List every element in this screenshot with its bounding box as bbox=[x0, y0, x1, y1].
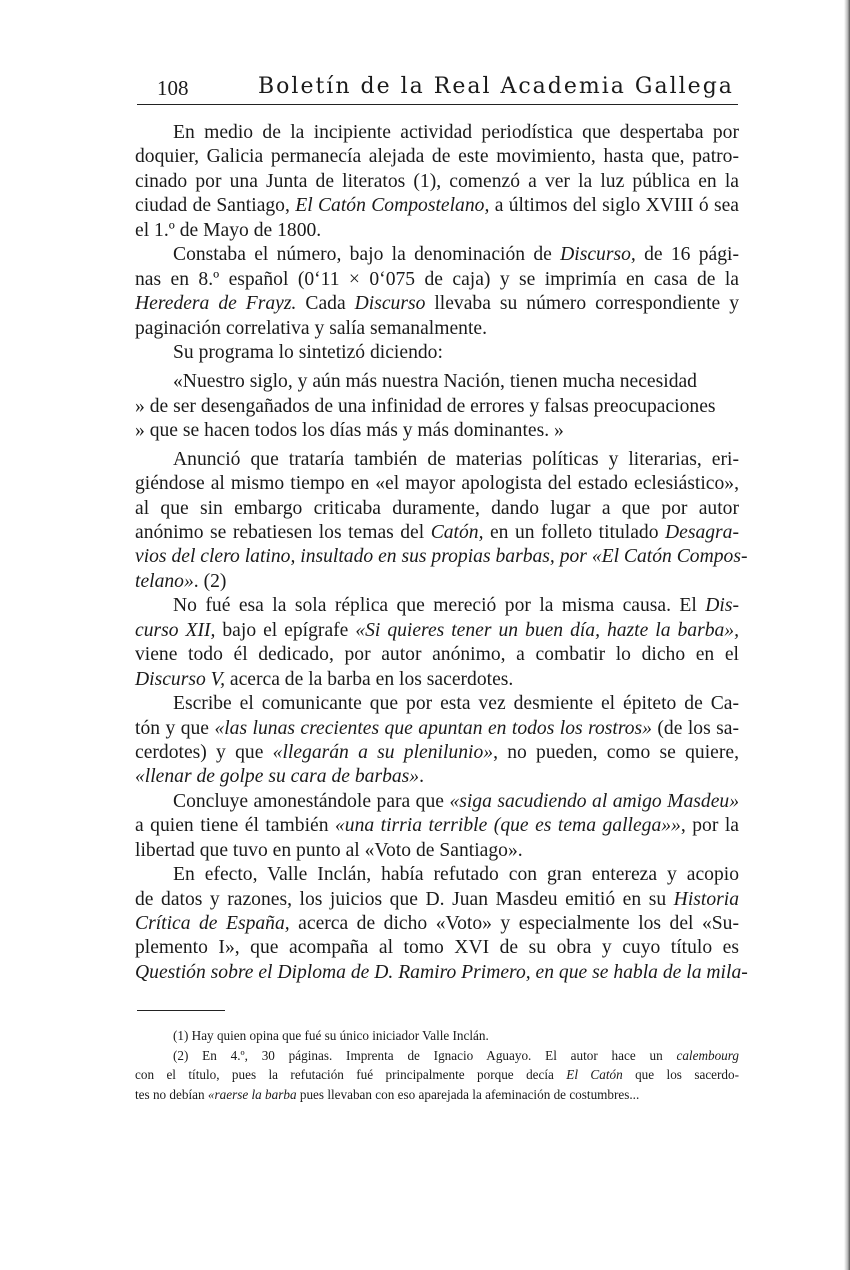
text-line bbox=[135, 219, 739, 243]
text-line bbox=[135, 545, 748, 569]
text: paginación correlativa y salía semanalmente. bbox=[135, 317, 487, 339]
text: » de ser desengañados de una infinidad de errores y falsas preocupaciones bbox=[135, 395, 716, 417]
text-line bbox=[135, 521, 739, 545]
text: En medio de la incipiente actividad periodística que despertaba por bbox=[173, 122, 739, 143]
text-line bbox=[135, 570, 739, 594]
paragraph bbox=[135, 370, 739, 443]
text-line bbox=[135, 912, 739, 936]
text: giéndose al mismo tiempo en «el mayor apologista del estado eclesiástico», bbox=[135, 473, 739, 495]
italic-text: «Si quieres tener un buen día, hazte la barba», bbox=[355, 619, 739, 641]
text-line bbox=[135, 121, 739, 145]
text: Concluye amonestándole para que bbox=[173, 790, 450, 812]
paragraph bbox=[135, 243, 739, 341]
italic-text: «las lunas crecientes que apuntan en todos los rostros» bbox=[214, 717, 652, 739]
text: pues llevaban con eso aparejada la afeminación de costumbres... bbox=[296, 1086, 640, 1102]
italic-text: «raerse la barba bbox=[207, 1086, 297, 1102]
text-line bbox=[135, 692, 739, 716]
text-line bbox=[135, 472, 739, 496]
paragraph bbox=[135, 341, 739, 365]
paragraph bbox=[135, 692, 739, 790]
text-line bbox=[135, 839, 739, 863]
text: con el título, pues la refutación fué principalmente porque decía bbox=[135, 1067, 567, 1082]
italic-text: Discurso, bbox=[560, 244, 636, 266]
italic-text: Heredera de Frayz. bbox=[135, 293, 297, 315]
text: llevaba su número correspondiente y bbox=[425, 293, 739, 315]
text: Anunció que trataría también de materias políticas y literarias, eri- bbox=[173, 448, 739, 470]
text: a quien tiene él también bbox=[135, 815, 335, 837]
journal-title: Boletín de la Real Academia Gallega bbox=[258, 74, 734, 99]
text: No fué esa la sola réplica que mereció por la misma causa. El bbox=[173, 595, 706, 617]
text-line bbox=[135, 370, 739, 394]
paragraph bbox=[135, 594, 739, 692]
text: ciudad de Santiago, bbox=[135, 195, 296, 217]
text-line bbox=[135, 268, 739, 292]
text-line bbox=[135, 790, 739, 814]
italic-text: Questión sobre el Diploma de D. Ramiro Primero, en que se habla de la mila- bbox=[135, 961, 748, 983]
body-text bbox=[135, 121, 748, 985]
italic-text: Discurso bbox=[354, 293, 426, 315]
italic-text: vios del clero latino, insultado en sus propias barbas, por «El Catón Compos- bbox=[135, 546, 748, 568]
text-line bbox=[135, 619, 739, 643]
paragraph bbox=[135, 448, 748, 595]
text-line bbox=[135, 317, 739, 341]
text: Constaba el número, bajo la denominación de bbox=[173, 244, 561, 266]
text: Escribe el comunicante que por esta vez desmiente el épiteto de Ca- bbox=[173, 693, 739, 715]
scan-edge bbox=[844, 0, 850, 1270]
italic-text: «siga sacudiendo al amigo Masdeu» bbox=[449, 790, 740, 812]
italic-text: Dis- bbox=[705, 595, 739, 617]
text-line bbox=[135, 448, 739, 472]
text-line bbox=[135, 497, 739, 521]
text: en un folleto titulado bbox=[483, 522, 665, 543]
text: al que sin embargo criticaba duramente, dando lugar a que por autor bbox=[135, 497, 739, 519]
italic-text: Catón, bbox=[430, 522, 484, 543]
text-line bbox=[135, 419, 739, 443]
text-line bbox=[135, 170, 739, 194]
text-line bbox=[135, 594, 739, 618]
text: tón y que bbox=[135, 717, 215, 739]
text: anónimo se rebatiesen los temas del bbox=[135, 522, 431, 543]
italic-text: El Catón bbox=[566, 1067, 623, 1082]
text-line bbox=[135, 243, 739, 267]
text-line bbox=[135, 863, 739, 887]
text-line bbox=[135, 1065, 739, 1085]
paragraph bbox=[135, 790, 739, 863]
text: que los sacerdo- bbox=[622, 1067, 739, 1082]
text: . bbox=[419, 766, 424, 788]
text: libertad que tuvo en punto al «Voto de Santiago». bbox=[135, 839, 523, 861]
text-line bbox=[135, 395, 739, 419]
text: a últimos del siglo XVIII ó sea bbox=[489, 195, 739, 217]
text-line bbox=[135, 145, 739, 169]
text: tes no debían bbox=[135, 1086, 208, 1102]
text: bajo el epígrafe bbox=[215, 619, 356, 641]
text: «Nuestro siglo, y aún más nuestra Nación, tienen mucha necesidad bbox=[173, 371, 697, 393]
text: . (2) bbox=[193, 570, 227, 592]
text: acerca de dicho «Voto» y especialmente los del «Su- bbox=[289, 913, 739, 934]
text-line bbox=[135, 341, 739, 365]
italic-text: Crítica de España, bbox=[135, 913, 290, 934]
italic-text: calembourg bbox=[676, 1047, 739, 1063]
italic-text: El Catón Compostelano, bbox=[295, 195, 490, 217]
text: cinado por una Junta de literatos (1), comenzó a ver la luz pública en la bbox=[135, 170, 739, 192]
text: de datos y razones, los juicios que D. Juan Masdeu emitió en su bbox=[135, 888, 674, 910]
page-number: 108 bbox=[157, 76, 189, 100]
text-line bbox=[135, 194, 739, 218]
text: En efecto, Valle Inclán, había refutado con gran entereza y acopio bbox=[173, 864, 739, 886]
text: plemento I», que acompaña al tomo XVI de su obra y cuyo título es bbox=[135, 937, 739, 959]
italic-text: «llenar de golpe su cara de barbas» bbox=[135, 766, 420, 788]
italic-text: curso XII, bbox=[135, 619, 216, 641]
text-line bbox=[135, 888, 739, 912]
italic-text: telano» bbox=[135, 570, 194, 592]
text-line bbox=[135, 936, 739, 960]
italic-text: Discurso V, bbox=[135, 668, 225, 690]
text: (2) En 4.º, 30 páginas. Imprenta de Ignacio Aguayo. El autor hace un bbox=[173, 1047, 677, 1063]
text: (de los sa- bbox=[651, 717, 739, 739]
footnote-rule bbox=[137, 1010, 225, 1011]
text: , por la bbox=[680, 815, 739, 837]
text: , no pueden, como se quiere, bbox=[493, 741, 739, 763]
running-header bbox=[137, 74, 738, 105]
text: de 16 pági- bbox=[635, 244, 739, 266]
text-line bbox=[135, 765, 739, 789]
text-line bbox=[135, 1046, 739, 1066]
text: Su programa lo sintetizó diciendo: bbox=[173, 341, 443, 363]
text: viene todo él dedicado, por autor anónimo, a combatir lo dicho en el bbox=[135, 644, 739, 666]
text: cerdotes) y que bbox=[135, 741, 273, 763]
text: el 1.º de Mayo de 1800. bbox=[135, 219, 322, 241]
text-line bbox=[135, 814, 739, 838]
italic-text: Historia bbox=[673, 888, 739, 910]
text-line bbox=[135, 1026, 739, 1046]
text: acerca de la barba en los sacerdotes. bbox=[225, 668, 514, 690]
text: doquier, Galicia permanecía alejada de este movimiento, hasta que, patro- bbox=[135, 146, 739, 168]
footnotes bbox=[135, 1026, 739, 1104]
paragraph bbox=[135, 121, 739, 243]
text: (1) Hay quien opina que fué su único iniciador Valle Inclán. bbox=[173, 1028, 489, 1043]
italic-text: «una tirria terrible (que es tema gallega»» bbox=[335, 815, 681, 837]
text: Cada bbox=[296, 293, 355, 315]
text-line bbox=[135, 961, 748, 985]
text-line bbox=[135, 717, 739, 741]
text-line bbox=[135, 1085, 739, 1105]
text-line bbox=[135, 741, 739, 765]
text: nas en 8.º español (0‘11 × 0‘075 de caja) y se imprimía en casa de la bbox=[135, 268, 739, 290]
italic-text: «llegarán a su plenilunio» bbox=[272, 741, 494, 763]
text-line bbox=[135, 643, 739, 667]
text: » que se hacen todos los días más y más dominantes. » bbox=[135, 420, 564, 442]
paragraph bbox=[135, 863, 748, 985]
footnote bbox=[135, 1046, 739, 1105]
footnote bbox=[135, 1026, 739, 1046]
text-line bbox=[135, 668, 739, 692]
text-line bbox=[135, 292, 739, 316]
italic-text: Desagra- bbox=[664, 522, 739, 543]
